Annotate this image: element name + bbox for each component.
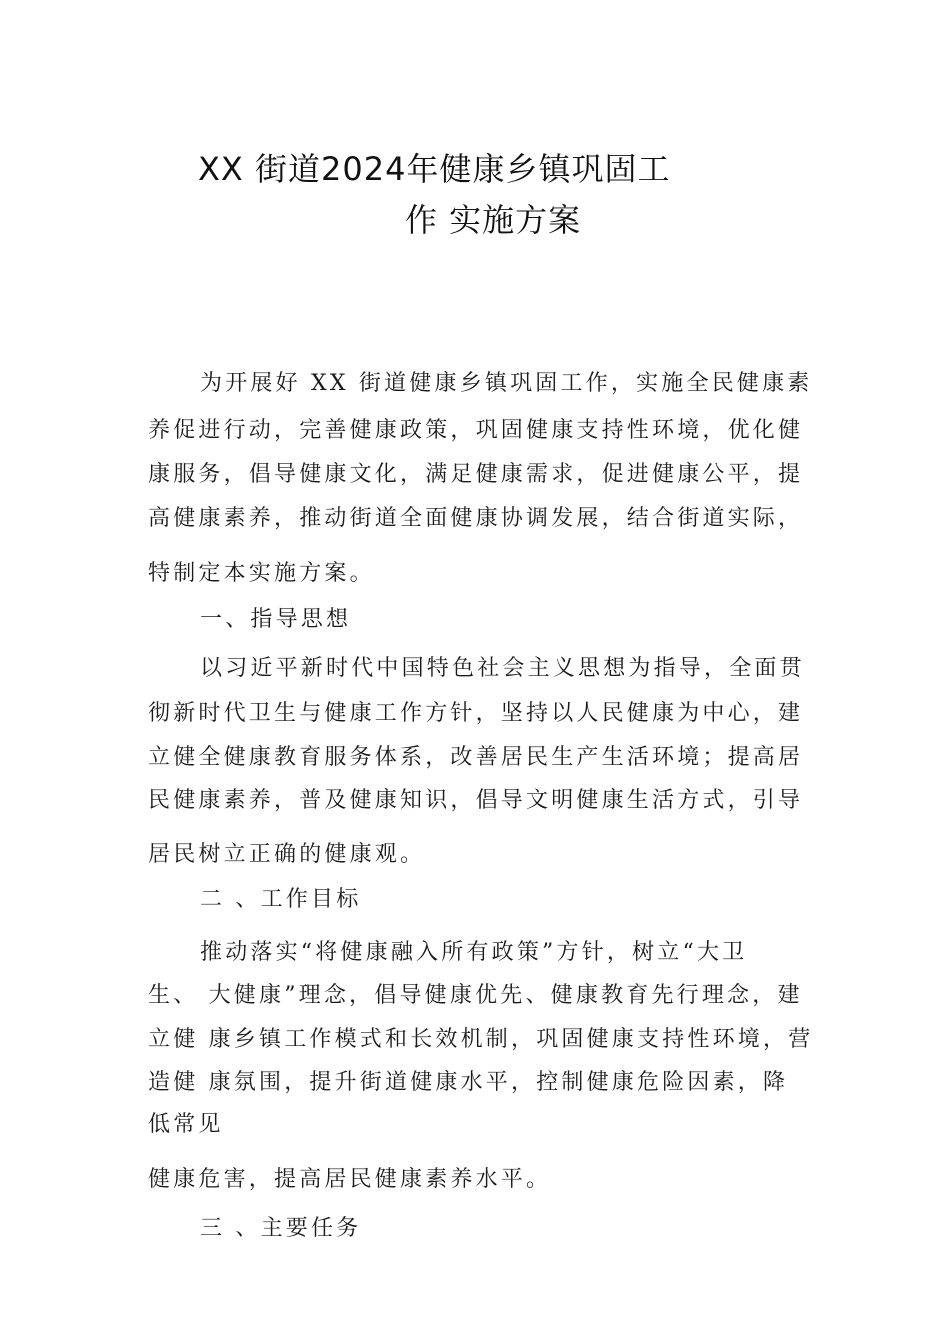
document-title-line-1: XX 街道2024年健康乡镇巩固工 <box>198 150 671 188</box>
document-title-line-2: 作 实施方案 <box>405 201 582 239</box>
paragraph-line: 民健康素养，普及健康知识，倡导文明健康生活方式，引导 <box>148 788 804 813</box>
paragraph-line: 立健 康乡镇工作模式和长效机制，巩固健康支持性环境，营 <box>148 1027 814 1052</box>
paragraph-line: 居民树立正确的健康观。 <box>148 842 426 867</box>
paragraph-line: 推动落实“将健康融入所有政策”方针，树立“大卫 <box>200 940 748 965</box>
paragraph-line: 为开展好 XX 街道健康乡镇巩固工作，实施全民健康素 <box>200 371 813 396</box>
paragraph-line: 以习近平新时代中国特色社会主义思想为指导，全面贯 <box>200 656 805 681</box>
paragraph-line: 造健 康氛围，提升街道健康水平，控制健康危险因素，降 <box>148 1070 789 1095</box>
paragraph-line: 康服务，倡导健康文化，满足健康需求，促进健康公平，提 <box>148 462 804 487</box>
section-heading-2: 二 、工作目标 <box>200 887 362 912</box>
paragraph-line: 健康危害，提高居民健康素养水平。 <box>148 1167 552 1192</box>
paragraph-line: 彻新时代卫生与健康工作方针，坚持以人民健康为中心，建 <box>148 701 804 726</box>
paragraph-line: 低常见 <box>148 1112 224 1137</box>
paragraph-line: 特制定本实施方案。 <box>148 561 375 586</box>
paragraph-line: 高健康素养，推动街道全面健康协调发展，结合街道实际， <box>148 506 804 531</box>
section-heading-3: 三 、主要任务 <box>200 1216 362 1241</box>
paragraph-line: 立健全健康教育服务体系，改善居民生产生活环境；提高居 <box>148 745 804 770</box>
paragraph-line: 生、 大健康”理念，倡导健康优先、健康教育先行理念，建 <box>148 983 803 1008</box>
section-heading-1: 一、指导思想 <box>200 607 352 632</box>
paragraph-line: 养促进行动，完善健康政策，巩固健康支持性环境，优化健 <box>148 418 804 443</box>
